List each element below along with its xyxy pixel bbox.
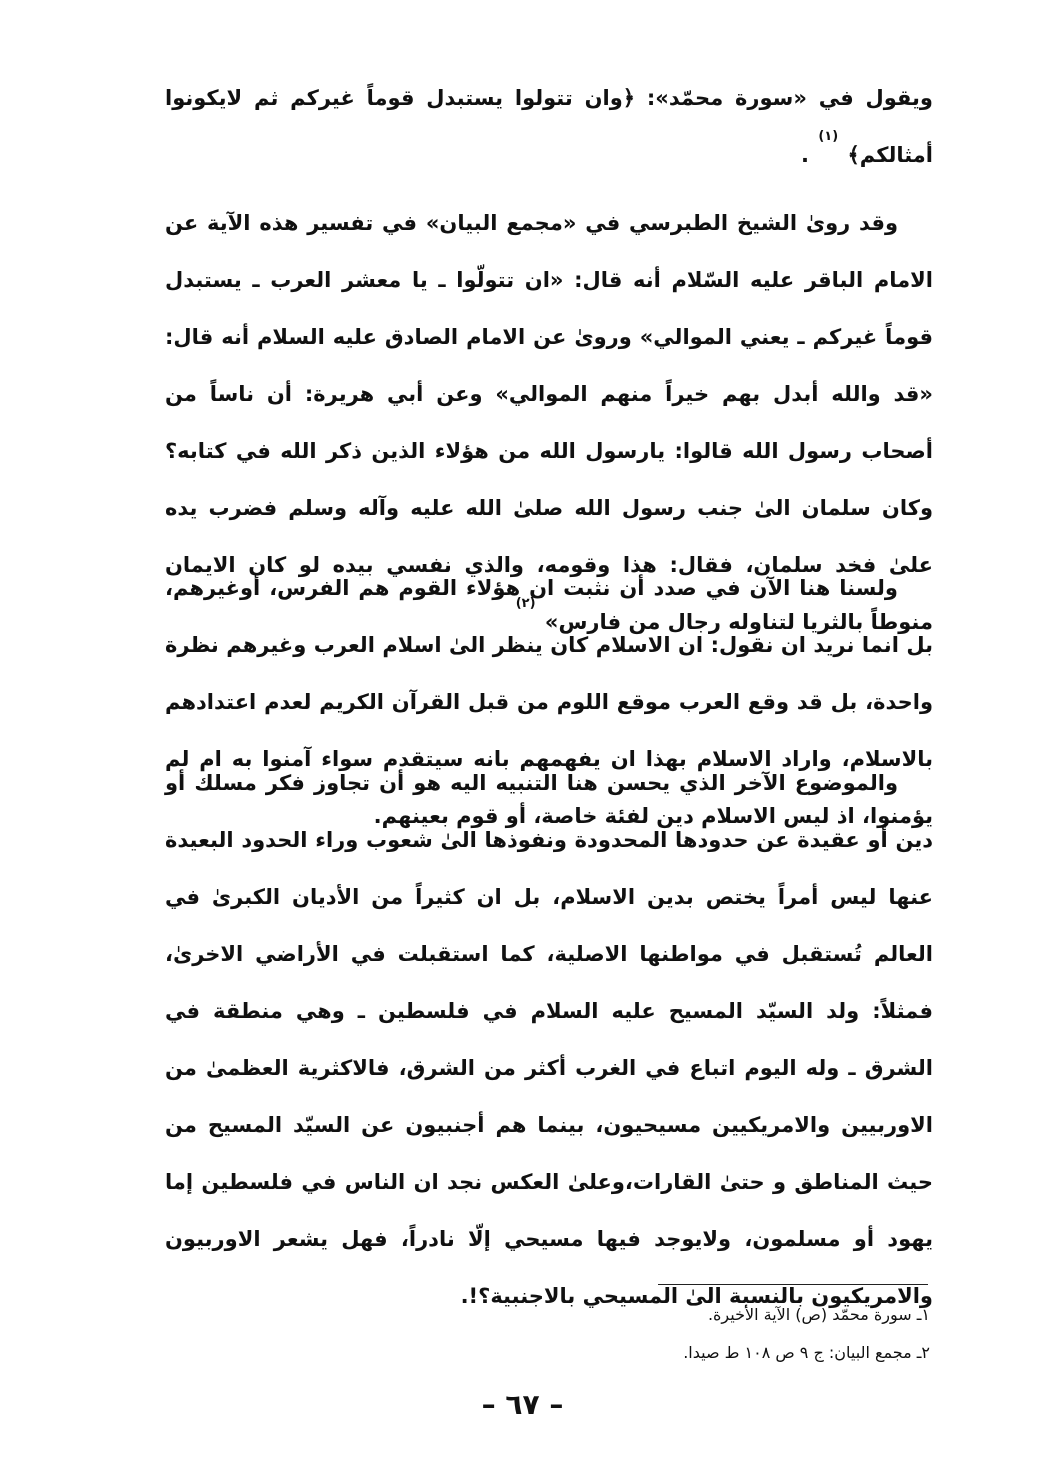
footnote-1: ١ـ سورة محمّد (ص) الآية الأخيرة. [707,1305,930,1324]
footnote-divider [658,1284,928,1285]
paragraph-tail: . [801,143,809,167]
paragraph-text: وقد روىٰ الشيخ الطبرسي في «مجمع البيان» في تفسير هذه الآية عن الامام الباقر عليه السّلام أنه قال: «ان تتولّوا ـ يا معشر العرب ـ يستبدل قوماً غيركم ـ يعني الموالي» وروىٰ عن الامام الصادق عليه السلام أنه قال: «قد والله أبدل بهم خيراً منهم الموالي» وعن أبي هريرة: أن ناساً من أصحاب رسول الله قالوا: يارسول الله من هؤلاء الذين ذكر الله في كتابه؟ وكان سلمان الىٰ جنب رسول الله صلىٰ الله عليه وآله وسلم فضرب يده علىٰ فخد سلمان، فقال: هذا وقومه، والذي نفسي بيده لو كان الايمان منوطاً بالثريا لتناوله رجال من فارس» [165,211,933,634]
paragraph-text: والموضوع الآخر الذي يحسن هنا التنبيه اليه هو أن تجاوز فكر مسلك أو دين أو عقيدة عن حدودها المحدودة ونفوذها الىٰ شعوب وراء الحدود البعيدة عنها ليس أمراً يختص بدين الاسلام، بل ان كثيراً من الأديان الكبرىٰ في العالم تُستقبل في مواطنها الاصلية، كما استقبلت في الأراضي الاخرىٰ، فمثلاً: ولد السيّد المسيح عليه السلام في فلسطين ـ وهي منطقة في الشرق ـ وله اليوم اتباع في الغرب أكثر من الشرق، فالاكثرية العظمىٰ من الاوربيين والامريكيين مسيحيون، بينما هم أجنبيون عن السيّد المسيح من حيث المناطق و حتىٰ القارات،وعلىٰ العكس نجد ان الناس في فلسطين إما يهود أو مسلمون، ولايوجد فيها مسيحي إلّا نادراً، فهل يشعر الاوربيون والامريكيون بالنسبة الىٰ المسيحي بالاجنبية؟!. [165,771,933,1308]
paragraph-quran-verse [165,70,933,184]
footnote-marker-1: (١) [818,129,839,144]
paragraph-religions [165,755,933,1325]
page-number: – ٦٧ – [481,1388,564,1421]
footnotes [430,1296,930,1372]
paragraph-text: ولسنا هنا الآن في صدد أن نثبت ان هؤلاء القوم هم الفرس، أوغيرهم، بل انما نريد ان نقول: ان الاسلام كان ينظر الىٰ اسلام العرب وغيرهم نظرة واحدة، بل قد وقع العرب موقع اللوم من قبل القرآن الكريم لعدم اعتدادهم بالاسلام، واراد الاسلام بهذا ان يفهمهم بانه سيتقدم سواء آمنوا به ام لم يؤمنوا، اذ ليس الاسلام دين لفئة خاصة، أو قوم بعينهم. [165,576,933,828]
footnote-marker-2: (٢) [515,596,536,611]
footnote-2: ٢ـ مجمع البيان: ج ٩ ص ١٠٨ ط صيدا. [683,1343,930,1362]
paragraph-text: ويقول في «سورة محمّد»: ﴿وان تتولوا يستبدل قوماً غيركم ثم لايكونوا أمثالكم﴾ [165,86,933,167]
